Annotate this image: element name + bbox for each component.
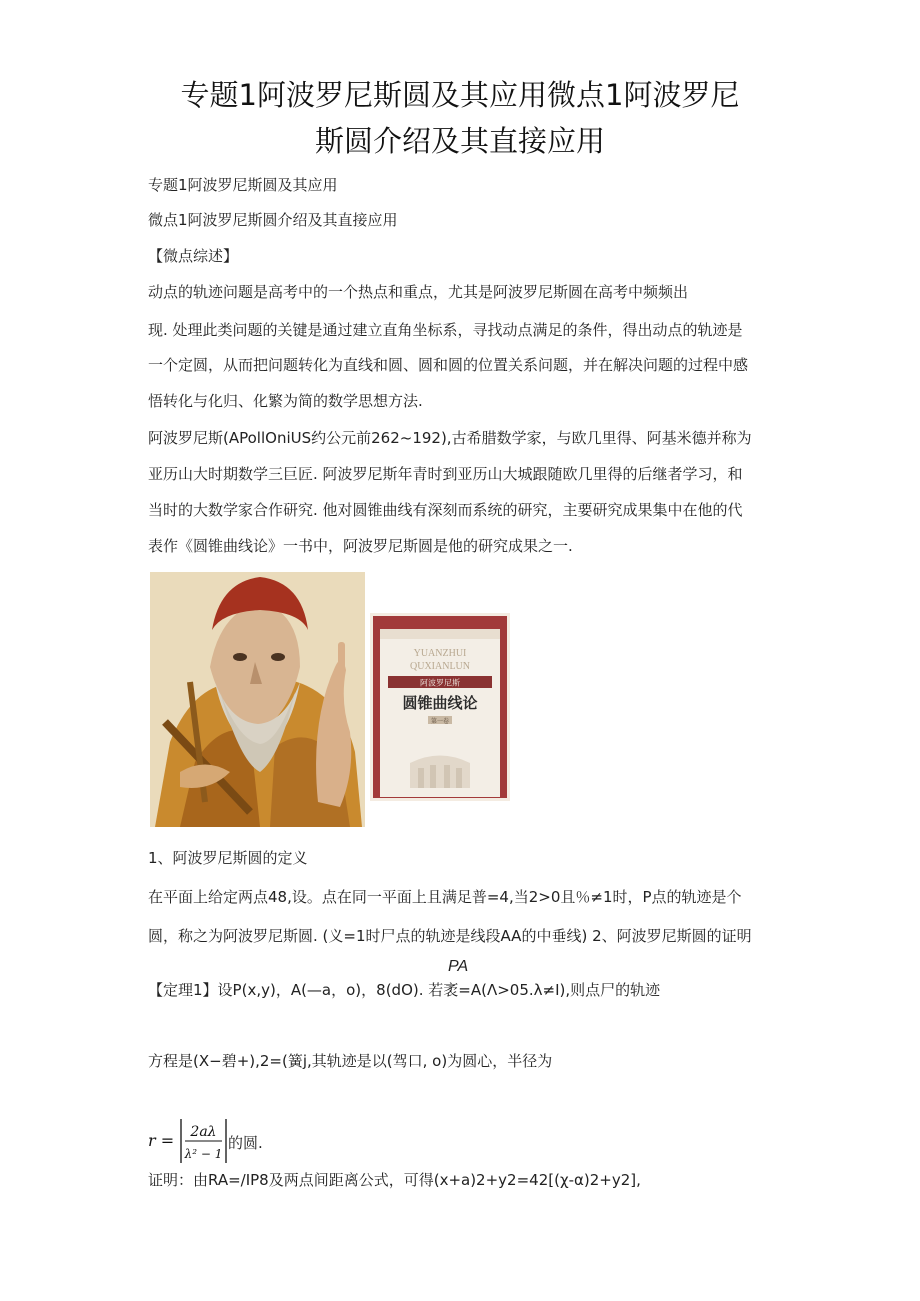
paragraph-line: 当时的大数学家合作研究. 他对圆锥曲线有深刻而系统的研究，主要研究成果集中在他的代 [148, 501, 743, 519]
paragraph-line: 阿波罗尼斯(APollOniUS约公元前262~192),古希腊数学家，与欧几里得、阿基米德并称为 [148, 429, 752, 447]
subtopic-heading: 微点1阿波罗尼斯圆介绍及其直接应用 [148, 211, 398, 229]
formula-trailing-text: 的圆. [228, 1134, 263, 1152]
formula-lhs: r = [148, 1131, 175, 1150]
formula-numerator: 2aλ [190, 1124, 217, 1140]
book-volume: 第一卷 [430, 718, 450, 725]
book-cover-image [370, 613, 510, 801]
paragraph-line: 方程是(X−碧+),2=(簧j,其轨迹是以(驾口, o)为圆心，半径为 [148, 1052, 553, 1070]
formula-denominator: λ² − 1 [184, 1147, 223, 1161]
paragraph-line: 圆，称之为阿波罗尼斯圆. (义=1时尸点的轨迹是线段AA的中垂线) 2、阿波罗尼斯圆的证明 [148, 927, 752, 945]
apollonius-portrait-image [150, 572, 365, 827]
paragraph-line: 现. 处理此类问题的关键是通过建立直角坐标系，寻找动点满足的条件，得出动点的轨迹是 [148, 321, 743, 339]
proof-line: 证明：由RA=/IP8及两点间距离公式，可得(x+a)2+y2=42[(χ-α)2+y2], [148, 1171, 641, 1189]
section-heading-overview: 【微点综述】 [148, 247, 239, 265]
radius-formula [148, 1115, 228, 1167]
book-pinyin-line-1: YUANZHUI [413, 648, 467, 659]
fraction-numerator-pa: PA [448, 958, 469, 975]
paragraph-line: 在平面上给定两点48,设。点在同一平面上且满足普=4,当2>0且％≠1时，P点的轨迹是个 [148, 888, 742, 906]
document-title-line-1: 专题1阿波罗尼斯圆及其应用微点1阿波罗尼 [180, 78, 740, 112]
paragraph-line: 悟转化与化归、化繁为简的数学思想方法. [148, 392, 423, 410]
document-title-line-2: 斯圆介绍及其直接应用 [314, 124, 605, 158]
book-pinyin-line-2: QUXIANLUN [410, 661, 470, 672]
topic-heading: 专题1阿波罗尼斯圆及其应用 [148, 176, 338, 194]
section-heading-definition: 1、阿波罗尼斯圆的定义 [148, 849, 308, 867]
book-author-band: 阿波罗尼斯 [420, 678, 460, 688]
paragraph-line: 动点的轨迹问题是高考中的一个热点和重点，尤其是阿波罗尼斯圆在高考中频频出 [148, 283, 689, 301]
paragraph-line: 一个定圆，从而把问题转化为直线和圆、圆和圆的位置关系问题，并在解决问题的过程中感 [148, 356, 749, 374]
theorem-line: 【定理1】设P(x,y)，A(—a，o)，8(dO). 若袤=A(Λ>05.λ≠I),则点尸的轨迹 [148, 981, 661, 999]
paragraph-line: 表作《圆锥曲线论》一书中，阿波罗尼斯圆是他的研究成果之一. [148, 537, 573, 555]
book-title: 圆锥曲线论 [402, 694, 478, 712]
paragraph-line: 亚历山大时期数学三巨匠. 阿波罗尼斯年青时到亚历山大城跟随欧几里得的后继者学习，和 [148, 465, 743, 483]
